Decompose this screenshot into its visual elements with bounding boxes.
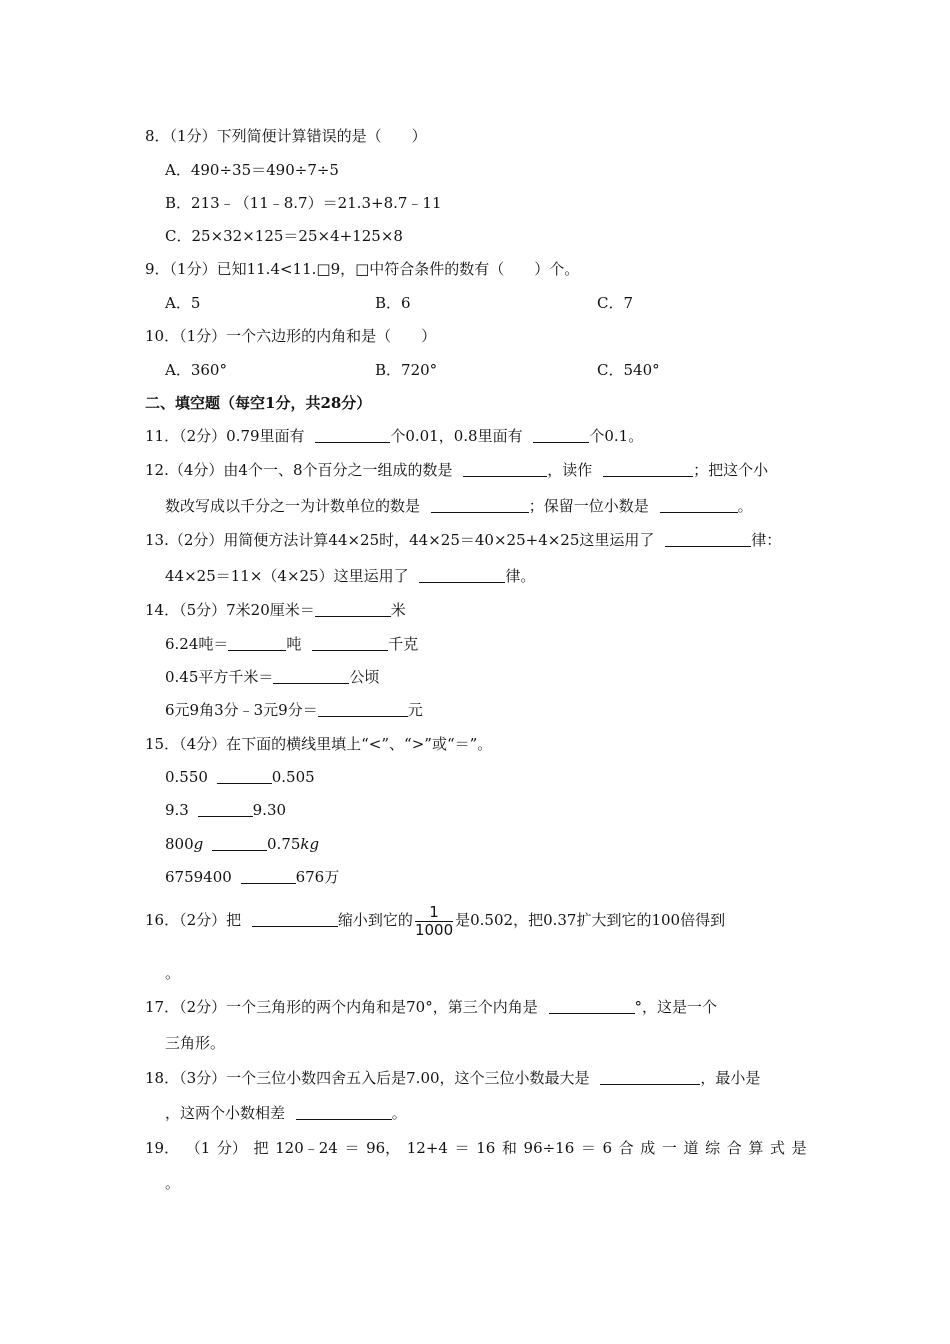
question-11-text-1: 11．（2分）0.79里面有 (145, 427, 305, 445)
question-12-line-2 (165, 496, 753, 516)
question-12-text-4: 数改写成以千分之一为计数单位的数是 (165, 497, 421, 515)
question-13-text-4: 律。 (505, 567, 536, 585)
question-15-row-2 (165, 800, 286, 820)
question-11-text-3: 个0.1。 (589, 427, 644, 445)
answer-blank[interactable] (212, 835, 267, 851)
question-17-line-2: 三角形。 (165, 1034, 226, 1052)
question-14-line-4 (165, 700, 423, 720)
compare-right: 0.505 (271, 768, 315, 786)
question-10-option-a: A．360° (165, 361, 227, 379)
question-16-text-2: 缩小到它的 (337, 911, 413, 929)
question-19-word: ＝ (580, 1139, 596, 1157)
question-14-text-3: 6.24吨＝ (165, 635, 229, 653)
question-14-text-4: 吨 (286, 635, 302, 653)
question-19-word: 成 (640, 1139, 656, 1157)
question-12-text-1: 12.（4分）由4个一、8个百分之一组成的数是 (145, 461, 453, 479)
question-12-text-2: ，读作 (547, 461, 593, 479)
question-19-word: 和 (501, 1139, 517, 1157)
question-12-text-3: ；把这个小 (693, 461, 769, 479)
question-8-option-a: A．490÷35＝490÷7÷5 (165, 161, 339, 179)
question-14-text-6: 0.45平方千米＝ (165, 668, 274, 686)
answer-blank[interactable] (315, 601, 391, 617)
answer-blank[interactable] (217, 768, 272, 784)
question-19-word: 120﹣24 (275, 1139, 338, 1157)
question-19-word: 一 (661, 1139, 677, 1157)
question-18-line-1 (145, 1068, 760, 1088)
answer-blank[interactable] (660, 497, 738, 513)
answer-blank[interactable] (600, 1069, 700, 1085)
question-19-word: 19． (145, 1139, 180, 1157)
question-19-word: 6 (602, 1139, 613, 1157)
compare-left: 800𝑔 (165, 835, 204, 853)
question-16-line-2: 。 (165, 964, 181, 982)
question-8-option-b: B．213﹣（11﹣8.7）＝21.3+8.7﹣11 (165, 194, 442, 212)
question-8-option-c: C．25×32×125＝25×4+125×8 (165, 227, 403, 245)
question-19-word: 12+4 (406, 1139, 448, 1157)
compare-left: 6759400 (165, 868, 232, 886)
question-17-line-1 (145, 997, 717, 1017)
question-11-text-2: 个0.01，0.8里面有 (390, 427, 523, 445)
question-13-text-2: 律： (751, 531, 782, 549)
question-9-option-b: B．6 (375, 294, 411, 312)
answer-blank[interactable] (463, 461, 547, 477)
question-19-word: 道 (683, 1139, 699, 1157)
question-12-text-6: 。 (737, 497, 753, 515)
question-19-word: ＝ (454, 1139, 470, 1157)
question-14-text-5: 千克 (388, 635, 419, 653)
question-15-row-3 (165, 834, 319, 854)
answer-blank[interactable] (419, 567, 505, 583)
fraction-one-thousandth (415, 904, 453, 939)
question-17-text-2: °，这是一个 (634, 998, 718, 1016)
question-19-word: 式 (770, 1139, 786, 1157)
question-9-stem: 9．（1分）已知11.4<11.□9，□中符合条件的数有（ ）个。 (145, 260, 580, 278)
answer-blank[interactable] (318, 701, 408, 717)
fraction-numerator: 1 (415, 904, 453, 922)
compare-right: 0.75𝑘𝑔 (267, 835, 320, 853)
question-13-text-3: 44×25＝11×（4×25）这里运用了 (165, 567, 409, 585)
question-14-line-3 (165, 667, 379, 687)
question-13-line-2 (165, 566, 535, 586)
question-12-text-5: ；保留一位小数是 (528, 497, 649, 515)
question-18-text-1: 18．（3分）一个三位小数四舍五入后是7.00，这个三位小数最大是 (145, 1069, 590, 1087)
answer-blank[interactable] (603, 461, 693, 477)
answer-blank[interactable] (533, 427, 589, 443)
answer-blank[interactable] (549, 998, 635, 1014)
question-19-word: 算 (748, 1139, 764, 1157)
question-19-word: 把 (253, 1139, 269, 1157)
question-9-option-c: C．7 (597, 294, 634, 312)
question-9-option-a: A．5 (165, 294, 201, 312)
answer-blank[interactable] (296, 1104, 392, 1120)
question-16-text-3: 是0.502，把0.37扩大到它的100倍得到 (455, 911, 726, 929)
compare-left: 0.550 (165, 768, 208, 786)
question-14-text-7: 公顷 (349, 668, 380, 686)
question-17-text-1: 17．（2分）一个三角形的两个内角和是70°，第三个内角是 (145, 998, 538, 1016)
question-19-word: 合 (726, 1139, 742, 1157)
question-19-word: 分） (216, 1139, 247, 1157)
answer-blank[interactable] (315, 427, 390, 443)
question-19-word: （1 (185, 1139, 211, 1157)
question-14-line-1 (145, 600, 406, 620)
answer-blank[interactable] (228, 635, 286, 651)
question-18-text-4: 。 (391, 1104, 407, 1122)
question-14-text-1: 14．（5分）7米20厘米＝ (145, 601, 315, 619)
question-19-word: 综 (705, 1139, 721, 1157)
question-19-line-2: 。 (165, 1174, 181, 1192)
question-19-text (145, 1138, 807, 1158)
question-10-stem: 10．（1分）一个六边形的内角和是（ ） (145, 327, 437, 345)
question-10-option-b: B．720° (375, 361, 438, 379)
answer-blank[interactable] (198, 801, 253, 817)
compare-right: 9.30 (252, 801, 287, 819)
question-14-text-2: 米 (390, 601, 406, 619)
compare-right: 676万 (295, 868, 340, 886)
question-18-text-2: ，最小是 (700, 1069, 761, 1087)
question-14-text-8: 6元9角3分﹣3元9分＝ (165, 701, 318, 719)
answer-blank[interactable] (252, 911, 338, 927)
question-10-option-c: C．540° (597, 361, 660, 379)
question-19-word: 96÷16 (523, 1139, 575, 1157)
question-19-word: 16 (476, 1139, 496, 1157)
question-19-word: ＝ (344, 1139, 360, 1157)
question-15-row-1 (165, 767, 315, 787)
question-16-text-1: 16．（2分）把 (145, 911, 242, 929)
question-19-line-1 (145, 1138, 807, 1158)
section-2-heading: 二、填空题（每空1分，共28分） (145, 394, 372, 412)
question-15-row-4 (165, 867, 339, 887)
question-12-line-1 (145, 460, 768, 480)
question-15-stem: 15．（4分）在下面的横线里填上“<”、“>”或“＝”。 (145, 735, 493, 753)
compare-left: 9.3 (165, 801, 189, 819)
question-19-word: 96， (366, 1139, 401, 1157)
answer-blank[interactable] (665, 531, 751, 547)
fraction-denominator: 1000 (414, 920, 454, 939)
answer-blank[interactable] (431, 497, 529, 513)
question-19-word: 是 (791, 1139, 807, 1157)
question-18-line-2 (165, 1103, 407, 1123)
answer-blank[interactable] (312, 635, 388, 651)
question-13-line-1 (145, 530, 781, 550)
answer-blank[interactable] (273, 668, 349, 684)
question-14-line-2 (165, 634, 418, 654)
question-13-text-1: 13.（2分）用简便方法计算44×25时，44×25＝40×25+4×25这里运用了 (145, 531, 655, 549)
question-18-text-3: ，这两个小数相差 (165, 1104, 286, 1122)
question-14-text-9: 元 (407, 701, 423, 719)
question-11 (145, 426, 643, 446)
question-16-line-1 (145, 900, 725, 940)
question-8-stem: 8．（1分）下列简便计算错误的是（ ） (145, 127, 427, 145)
answer-blank[interactable] (241, 868, 296, 884)
question-19-word: 合 (618, 1139, 634, 1157)
